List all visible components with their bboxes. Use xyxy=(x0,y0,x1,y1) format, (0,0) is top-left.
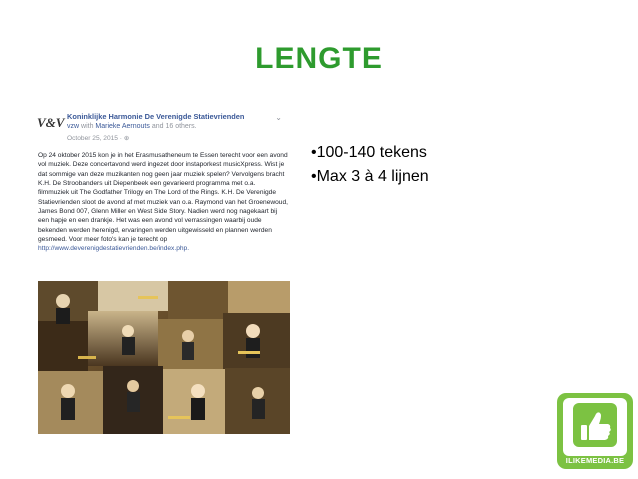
tagged-person-link[interactable]: Marieke Aernouts xyxy=(95,123,150,130)
post-header xyxy=(35,103,288,149)
tagged-line xyxy=(67,123,197,130)
chevron-down-icon[interactable]: ⌄ xyxy=(275,113,282,122)
slide-title: LENGTE xyxy=(255,42,383,75)
post-date[interactable]: October 25, 2015 · ⊕ xyxy=(67,135,130,142)
post-body-text: Op 24 oktober 2015 kon je in het Erasmusatheneum te Essen terecht voor een avond vol muziek. Deze concertavond werd ingezet door instaporkest musicXpress. Wist je dat sommige van deze muzikanten nog geen jaar muziek spelen? Vervolgens bracht K.H. De Stroobanders uit Diepenbeek een gevarieerd programma met o.a. filmmuziek uit The Godfather Trilogy en The Lord of the Rings. K.H. De Verenigde Statievrienden sloot de avond af met muziek van o.a. Raymond van het Groenewoud, James Bond 007, Glenn Miller en West Side Story. Nadien werd nog nagekaart bij een hapje en een drankje. Het was een avond vol verrassingen waarbij oude bekenden werden herenigd, ervaringen werden uitgewisseld en plannen werden gesmeed. Voor meer foto's kan je terecht op xyxy=(38,152,288,244)
bullet-item: •100-140 tekens xyxy=(311,144,427,161)
ilikemedia-logo xyxy=(557,393,633,469)
others-text: and 16 others. xyxy=(149,123,197,130)
bullet-list xyxy=(311,141,429,189)
page-name[interactable]: Koninklijke Harmonie De Verenigde Statievrienden xyxy=(67,112,245,121)
post-photo-collage[interactable] xyxy=(38,281,290,434)
badge-label: ILIKEMEDIA.BE xyxy=(565,456,625,465)
photo-collage-image xyxy=(38,281,290,434)
post-body xyxy=(38,151,288,254)
with-text: with xyxy=(79,123,96,130)
thumbs-up-icon xyxy=(563,398,627,456)
facebook-post xyxy=(35,103,288,433)
page-name-suffix[interactable]: vzw xyxy=(67,123,80,130)
badge-inner xyxy=(563,398,627,456)
bullet-item: •Max 3 à 4 lijnen xyxy=(311,168,429,185)
post-link[interactable]: http://www.deverenigdestatievrienden.be/index.php. xyxy=(38,245,190,253)
page-logo[interactable]: V&V xyxy=(37,115,65,130)
